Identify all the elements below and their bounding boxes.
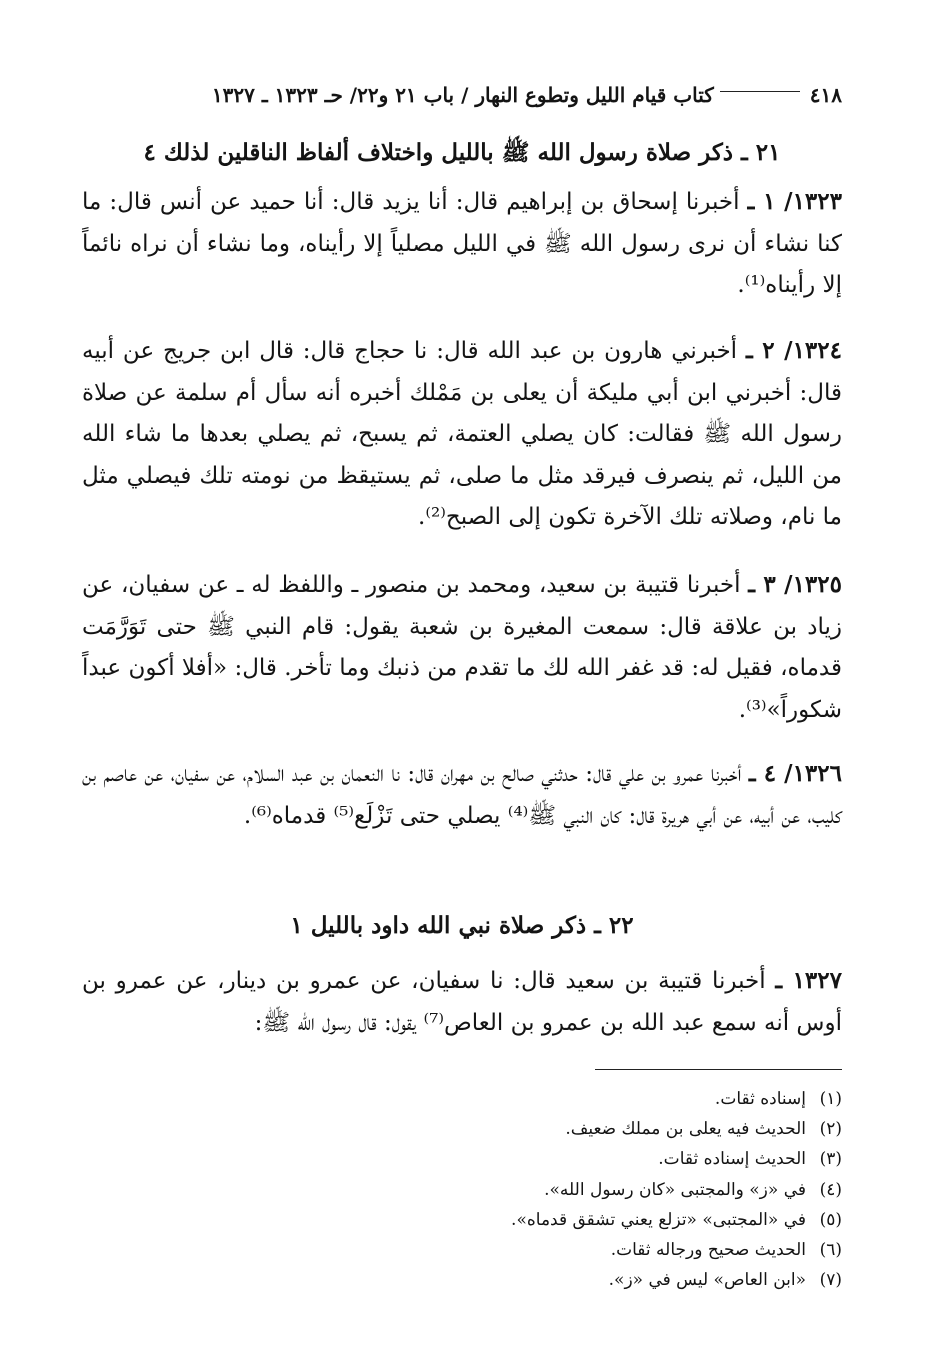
footnote (82, 1084, 842, 1114)
footnote-number: (٣) (819, 1149, 842, 1170)
hadith-text: أخبرني هارون بن عبد الله قال: نا حجاج قال: قال ابن جريج عن أبيه قال: أخبرني ابن أبي مليكة أن يعلى بن مَمْلك أخبره أنه سأل أم سلمة عن صلاة رسول الله ﷺ فقالت: كان يصلي العتمة، ثم يسبح، ثم يصلي بعدها ما شاء الله من الليل، ثم ينصرف فيرقد مثل ما صلى، ثم يستيقظ من نومته تلك فيصلي مثل ما نام، وصلاته تلك الآخرة تكون إلى الصبح⁽²⁾. (82, 338, 842, 530)
footnote-number: (٥) (819, 1209, 842, 1230)
page-number: ٤١٨ (809, 83, 842, 107)
footnote (82, 1205, 842, 1235)
hadith-1323 (82, 181, 842, 307)
hadith-1326 (82, 753, 842, 837)
hadith-number: ١٣٢٥/ ٣ ـ (748, 571, 842, 598)
footnote-text: في «ز» والمجتبى «كان رسول الله». (544, 1179, 806, 1200)
section-heading-22: ٢٢ ـ ذكر صلاة نبي الله داود بالليل ١ (290, 912, 634, 939)
hadith-number: ١٣٢٤/ ٢ ـ (745, 337, 842, 364)
section-heading-21: ٢١ ـ ذكر صلاة رسول الله ﷺ بالليل واختلاف ألفاظ الناقلين لذلك ٤ (143, 139, 781, 166)
footnote (82, 1175, 842, 1205)
footnote-text: إسناده ثقات. (714, 1089, 806, 1109)
hadith-1324 (82, 330, 842, 539)
hadith-1325 (82, 564, 842, 731)
footnote (82, 1144, 842, 1174)
hadith-number: ١٣٢٧ ـ (775, 967, 842, 994)
hadith-number: ١٣٢٦/ ٤ ـ (748, 760, 842, 787)
hadith-text: أخبرنا قتيبة بن سعيد، ومحمد بن منصور ـ واللفظ له ـ عن سفيان، عن زياد بن علاقة قال: سمعت المغيرة بن شعبة يقول: قام النبي ﷺ حتى تَوَرَّمَت قدماه، فقيل له: قد غفر الله لك ما تقدم من ذنبك وما تأخر. قال: «أفلا أكون عبداً شكوراً»⁽³⁾. (82, 572, 842, 723)
hadith-number: ١٣٢٣/ ١ ـ (747, 188, 842, 215)
footnote-number: (١) (819, 1089, 842, 1109)
header-rule (720, 91, 800, 92)
running-header (82, 80, 842, 110)
footnotes (82, 1084, 842, 1295)
footnote-number: (٧) (819, 1270, 842, 1291)
footnote-text: «ابن العاص» ليس في «ز». (608, 1270, 806, 1291)
footnote (82, 1265, 842, 1295)
running-title: كتاب قيام الليل وتطوع النهار / باب ٢١ و٢٢/ حـ ١٣٢٣ ـ ١٣٢٧ (211, 83, 714, 107)
footnote (82, 1235, 842, 1265)
footnote-text: الحديث إسناده ثقات. (658, 1149, 806, 1170)
footnote (82, 1114, 842, 1144)
footnote-text: الحديث فيه يعلى بن مملك ضعيف. (565, 1119, 806, 1140)
hadith-text: أخبرنا إسحاق بن إبراهيم قال: أنا يزيد قال: أنا حميد عن أنس قال: ما كنا نشاء أن نرى رسول الله ﷺ في الليل مصلياً إلا رأيناه، وما نشاء أن نراه نائماً إلا رأيناه⁽¹⁾. (82, 189, 842, 298)
footnote-number: (٢) (819, 1119, 842, 1140)
hadith-text: أخبرنا عمرو بن علي قال: حدثني صالح بن مهران قال: نا النعمان بن عبد السلام، عن سفيان، عن عاصم بن كليب، عن أبيه، عن أبي هريرة قال: كان النبي ﷺ⁽⁴⁾ يصلي حتى تَزْلَع⁽⁵⁾ قدماه⁽⁶⁾. (82, 761, 842, 829)
footnote-text: في «المجتبى» «تزلع يعني تشقق قدماه». (511, 1209, 806, 1230)
footnote-number: (٦) (819, 1240, 842, 1261)
footnote-number: (٤) (819, 1179, 842, 1200)
hadith-text: أخبرنا قتيبة بن سعيد قال: نا سفيان، عن عمرو بن دينار، عن عمرو بن أوس أنه سمع عبد الله بن عمرو بن العاص⁽⁷⁾ يقول: قال رسول الله ﷺ: (82, 968, 842, 1036)
footnote-text: الحديث صحيح ورجاله ثقات. (610, 1240, 806, 1261)
footnote-separator (595, 1069, 842, 1070)
hadith-1327 (82, 960, 842, 1044)
